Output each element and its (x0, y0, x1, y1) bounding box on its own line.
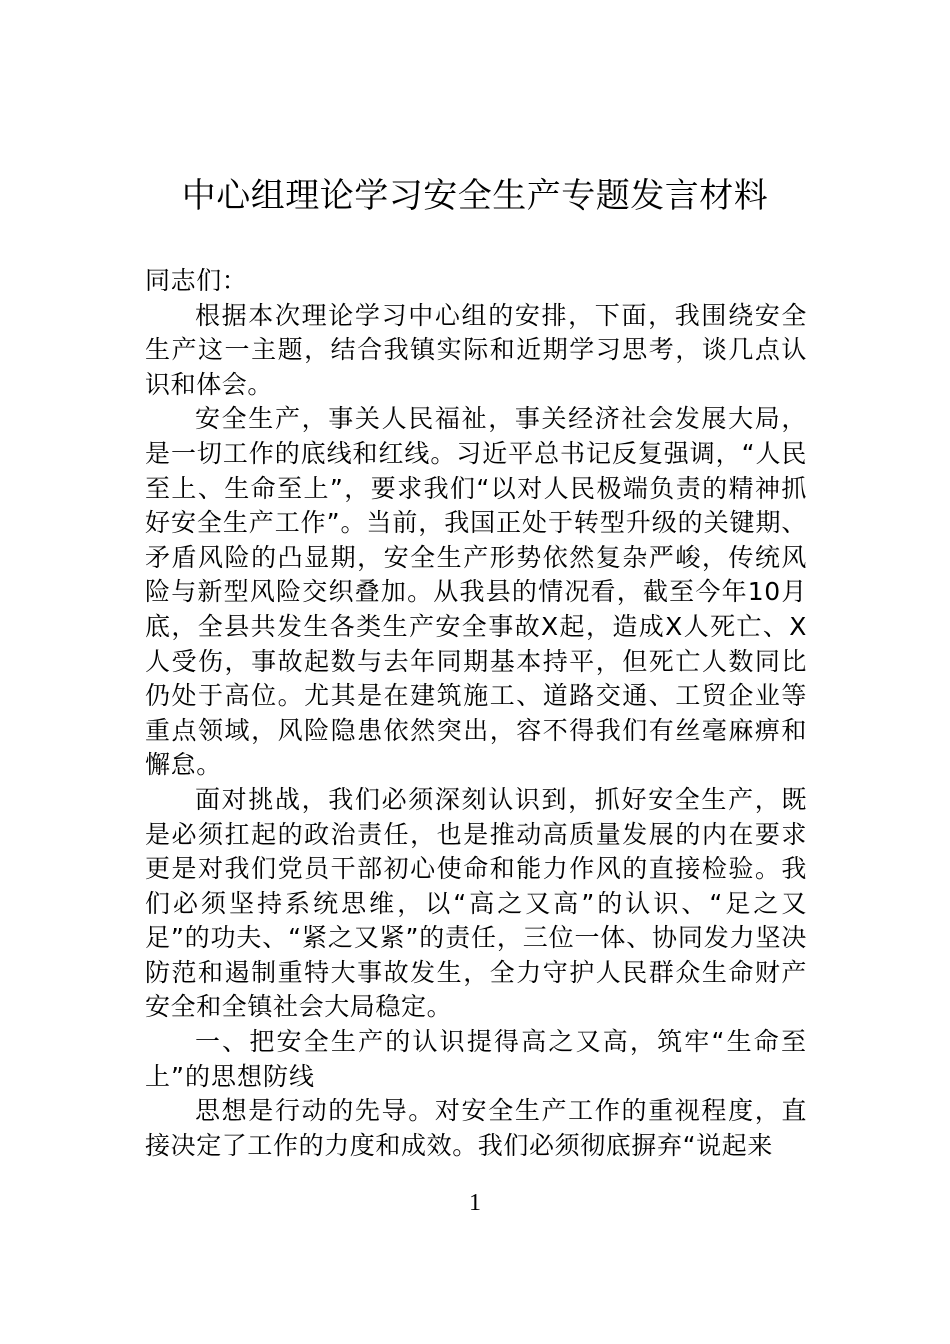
section-paragraph: 思想是行动的先导。对安全生产工作的重视程度，直接决定了工作的力度和成效。我们必须彻底摒弃“说起来 (145, 1096, 807, 1160)
document-body (145, 264, 807, 1163)
body-paragraph-situation: 安全生产，事关人民福祉，事关经济社会发展大局，是一切工作的底线和红线。习近平总书记反复强调，“人民至上、生命至上”，要求我们“以对人民极端负责的精神抓好安全生产工作”。当前，我国正处于转型升级的关键期、矛盾风险的凸显期，安全生产形势依然复杂严峻，传统风险与新型风险交织叠加。从我县的情况看，截至今年10月底，全县共发生各类生产安全事故X起，造成X人死亡、X人受伤，事故起数与去年同期基本持平，但死亡人数同比仍处于高位。尤其是在建筑施工、道路交通、工贸企业等重点领域，风险隐患依然突出，容不得我们有丝毫麻痹和懈怠。 (145, 404, 807, 780)
page-number: 1 (469, 1190, 481, 1216)
section-heading: 一、把安全生产的认识提得高之又高，筑牢“生命至上”的思想防线 (145, 1027, 807, 1091)
body-paragraph-challenge: 面对挑战，我们必须深刻认识到，抓好安全生产，既是必须扛起的政治责任，也是推动高质量发展的内在要求更是对我们党员干部初心使命和能力作风的直接检验。我们必须坚持系统思维，以“高之又高”的认识、“足之又足”的功夫、“紧之又紧”的责任，三位一体、协同发力坚决防范和遏制重特大事故发生，全力守护人民群众生命财产安全和全镇社会大局稳定。 (145, 784, 807, 1022)
salutation: 同志们： (145, 266, 248, 295)
body-paragraph-intro: 根据本次理论学习中心组的安排，下面，我围绕安全生产这一主题，结合我镇实际和近期学习思考，谈几点认识和体会。 (145, 300, 807, 399)
document-title: 中心组理论学习安全生产专题发言材料 (181, 176, 769, 216)
